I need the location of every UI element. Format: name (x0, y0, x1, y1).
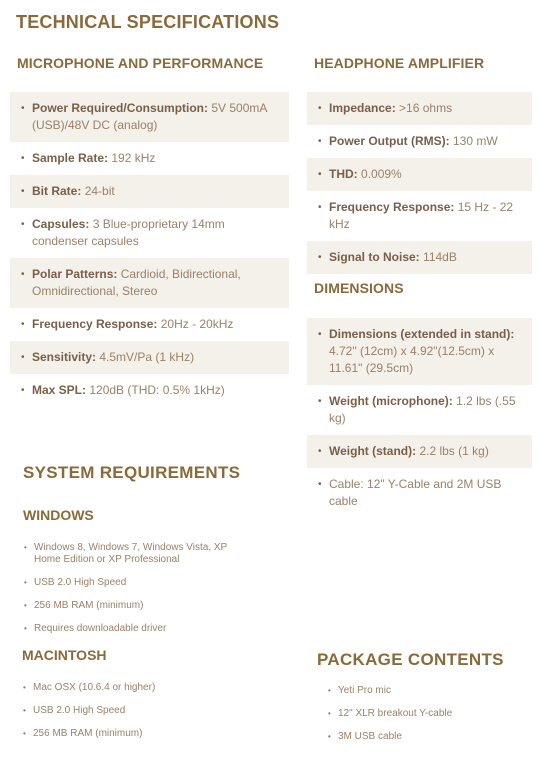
bullet-icon: • (318, 202, 322, 213)
bullet-icon: • (328, 686, 331, 695)
list-item (24, 577, 254, 589)
spec-impedance (307, 92, 532, 125)
list-item (23, 705, 253, 717)
bullet-icon: • (23, 729, 26, 738)
system-requirements-heading: SYSTEM REQUIREMENTS (23, 463, 241, 482)
list-item (24, 600, 254, 612)
spec-value: 2.2 lbs (1 kg) (419, 444, 489, 458)
bullet-icon: • (21, 219, 25, 230)
spec-label: Dimensions (extended in stand): (329, 327, 515, 341)
spec-value: 114dB (423, 250, 457, 264)
spec-cable (307, 468, 532, 518)
amp-spec-list (307, 92, 532, 274)
spec-value: 1.2 lbs (.55 kg) (329, 394, 516, 425)
mac-requirements-list (23, 682, 253, 751)
bullet-icon: • (24, 543, 27, 552)
list-item-text: USB 2.0 High Speed (33, 705, 126, 716)
spec-label: Capsules: (32, 217, 90, 231)
list-item (24, 623, 254, 635)
spec-label: Weight (microphone): (329, 394, 453, 408)
spec-label: THD: (329, 167, 358, 181)
spec-power-output (307, 125, 532, 158)
list-item (328, 708, 528, 720)
spec-polar-patterns (10, 258, 289, 308)
spec-label: Sample Rate: (32, 151, 109, 165)
bullet-icon: • (318, 479, 322, 490)
spec-amp-frequency-response (307, 191, 532, 241)
spec-sensitivity (10, 341, 289, 374)
bullet-icon: • (24, 578, 27, 587)
spec-sample-rate (10, 142, 289, 175)
dimensions-spec-list (307, 318, 532, 518)
spec-label: Impedance: (329, 101, 396, 115)
bullet-icon: • (21, 352, 25, 363)
bullet-icon: • (23, 706, 26, 715)
bullet-icon: • (21, 269, 25, 280)
list-item-text: Windows 8, Windows 7, Windows Vista, XP Home Edition or XP Professional (34, 542, 228, 565)
windows-heading: WINDOWS (23, 507, 94, 523)
spec-value: 130 mW (453, 134, 498, 148)
spec-label: Frequency Response: (32, 317, 158, 331)
spec-value: >16 ohms (399, 101, 453, 115)
list-item (328, 685, 528, 697)
bullet-icon: • (318, 396, 322, 407)
spec-value: 20Hz - 20kHz (160, 317, 234, 331)
spec-weight-stand (307, 435, 532, 468)
spec-label: Sensitivity: (32, 350, 97, 364)
spec-thd (307, 158, 532, 191)
bullet-icon: • (318, 446, 322, 457)
spec-power (10, 92, 289, 142)
spec-label: Bit Rate: (32, 184, 82, 198)
bullet-icon: • (23, 683, 26, 692)
spec-value: 4.5mV/Pa (1 kHz) (99, 350, 195, 364)
spec-label: Signal to Noise: (329, 250, 420, 264)
list-item-text: Yeti Pro mic (338, 685, 391, 696)
list-item-text: 3M USB cable (338, 731, 402, 742)
list-item-text: USB 2.0 High Speed (34, 577, 127, 588)
bullet-icon: • (318, 252, 322, 263)
spec-value: Cardioid, Bidirectional, Omnidirectional, Stereo (32, 267, 241, 298)
spec-value: 5V 500mA (USB)/48V DC (analog) (32, 101, 267, 132)
spec-label: Power Output (RMS): (329, 134, 450, 148)
list-item (23, 728, 253, 740)
page-title: TECHNICAL SPECIFICATIONS (16, 12, 280, 32)
spec-value: 24-bit (84, 184, 115, 198)
spec-capsules (10, 208, 289, 258)
spec-frequency-response (10, 308, 289, 341)
bullet-icon: • (21, 385, 25, 396)
bullet-icon: • (21, 186, 25, 197)
spec-label: Frequency Response: (329, 200, 455, 214)
bullet-icon: • (318, 169, 322, 180)
bullet-icon: • (318, 329, 322, 340)
spec-value: 3 Blue-proprietary 14mm condenser capsules (32, 217, 225, 248)
spec-value: 4.72" (12cm) x 4.92"(12.5cm) x 11.61" (29.5cm) (329, 344, 495, 375)
mic-spec-list (10, 92, 289, 407)
list-item-text: 12" XLR breakout Y-cable (338, 708, 453, 719)
spec-value: 192 kHz (111, 151, 156, 165)
package-contents-list (328, 685, 528, 754)
dimensions-heading: DIMENSIONS (314, 280, 404, 296)
package-contents-heading: PACKAGE CONTENTS (317, 650, 504, 669)
bullet-icon: • (21, 319, 25, 330)
list-item-text: 256 MB RAM (minimum) (34, 600, 144, 611)
spec-max-spl (10, 374, 289, 407)
spec-dimensions (307, 318, 532, 385)
bullet-icon: • (318, 136, 322, 147)
spec-value: 15 Hz - 22 kHz (329, 200, 514, 231)
list-item-text: 256 MB RAM (minimum) (33, 728, 143, 739)
macintosh-heading: MACINTOSH (22, 647, 107, 663)
spec-value: Cable: 12" Y-Cable and 2M USB cable (329, 477, 502, 508)
headphone-amp-heading: HEADPHONE AMPLIFIER (314, 55, 485, 71)
bullet-icon: • (328, 709, 331, 718)
list-item (328, 731, 528, 743)
spec-weight-mic (307, 385, 532, 435)
bullet-icon: • (21, 153, 25, 164)
spec-label: Weight (stand): (329, 444, 417, 458)
mic-performance-heading: MICROPHONE AND PERFORMANCE (17, 55, 264, 71)
list-item-text: Mac OSX (10.6.4 or higher) (33, 682, 156, 693)
spec-signal-to-noise (307, 241, 532, 274)
spec-label: Power Required/Consumption: (32, 101, 209, 115)
spec-bit-rate (10, 175, 289, 208)
bullet-icon: • (318, 103, 322, 114)
spec-value: 120dB (THD: 0.5% 1kHz) (89, 383, 225, 397)
list-item-text: Requires downloadable driver (34, 623, 167, 634)
list-item (24, 542, 254, 566)
windows-requirements-list (24, 542, 254, 646)
spec-label: Polar Patterns: (32, 267, 118, 281)
bullet-icon: • (24, 601, 27, 610)
spec-value: 0.009% (361, 167, 402, 181)
list-item (23, 682, 253, 694)
bullet-icon: • (328, 732, 331, 741)
bullet-icon: • (24, 624, 27, 633)
bullet-icon: • (21, 103, 25, 114)
spec-label: Max SPL: (32, 383, 87, 397)
